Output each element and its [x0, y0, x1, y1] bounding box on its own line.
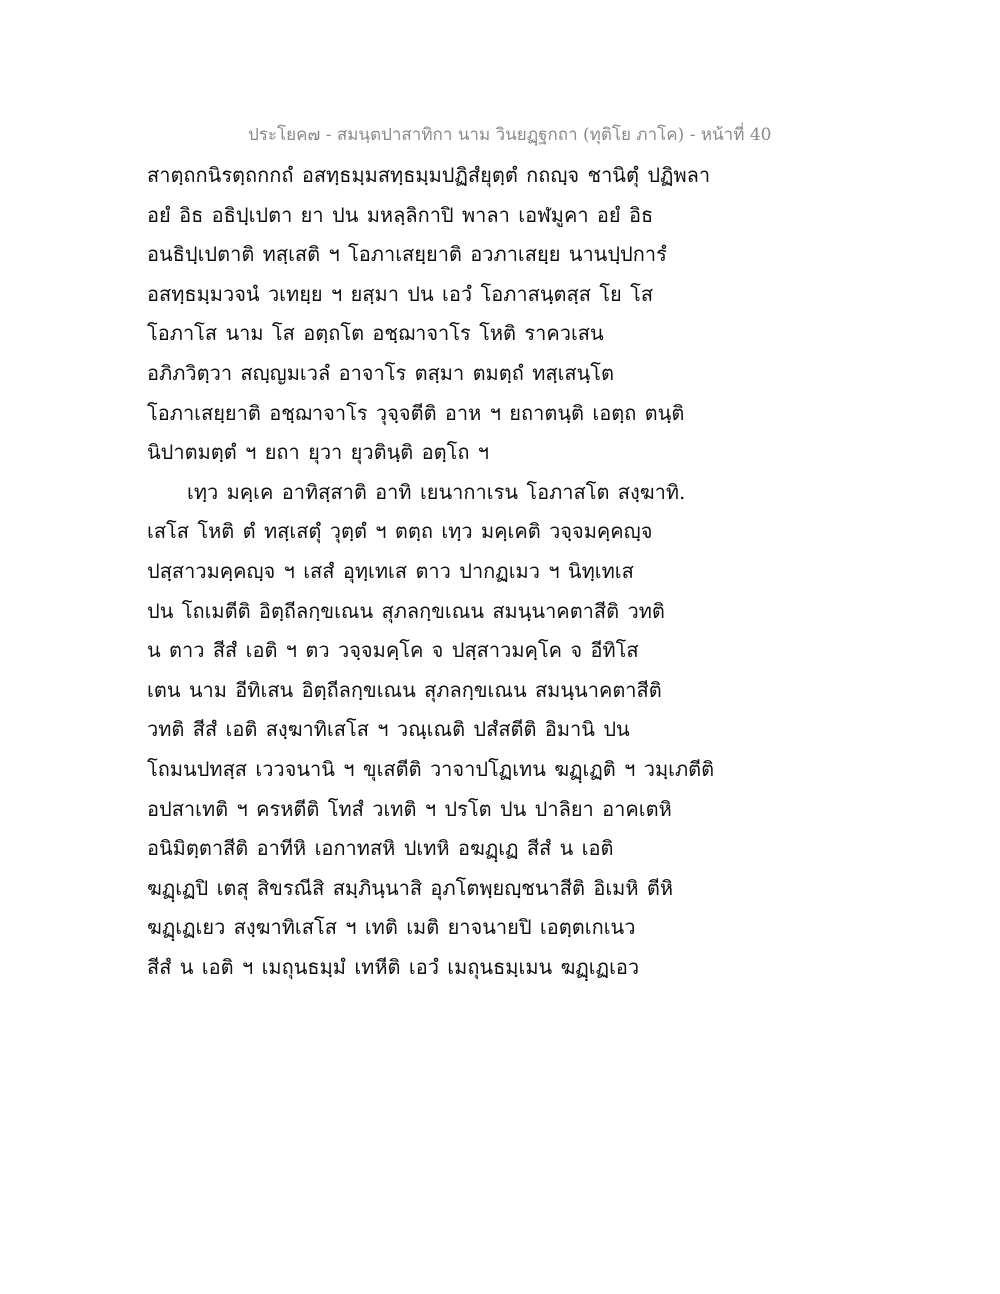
text-line: เตน นาม อีทิเสน อิตฺถีลกฺขเณน สุภลกฺขเณน สมนฺนาคตาสีติ	[147, 677, 662, 702]
text-line: นิปาตมตฺตํ ฯ ยถา ยุวา ยุวตินฺติ อตฺโถ ฯ	[147, 440, 490, 465]
text-line: สาตฺถกนิรตฺถกกถํ อสทฺธมฺมสทฺธมฺมปฏิสํยุตฺตํ กถญฺจ ชานิตุํ ปฏิพลา	[147, 163, 711, 187]
text-line: อสทฺธมฺมวจนํ วเทยฺย ฯ ยสฺมา ปน เอวํ โอภาสนฺตสฺส โย โส	[147, 281, 654, 306]
text-line: ฆฏฺเฏปิ เตสุ สิขรณีสิ สมฺภินฺนาสิ อุภโตพฺยญฺชนาสีติ อิเมหิ ตีหิ	[147, 875, 674, 900]
running-header: ประโยค๗ - สมนฺตปาสาทิกา นาม วินยฏฺฐกถา (ทุติโย ภาโค) - หน้าที่ 40	[248, 125, 772, 145]
text-line: ปน โถเมตีติ อิตฺถีลกฺขเณน สุภลกฺขเณน สมนฺนาคตาสีติ วทติ	[147, 598, 665, 623]
text-line: สีสํ น เอติ ฯ เมถุนธมฺมํ เทหีติ เอวํ เมถุนธมฺเมน ฆฏฺเฏเอว	[147, 954, 640, 979]
paragraph-start-line: เทฺว มคฺเค อาทิสฺสาติ อาทิ เยนากาเรน โอภาสโต สงฺฆาทิ.	[187, 479, 686, 504]
text-line: ปสฺสาวมคฺคญฺจ ฯ เสสํ อุทฺเทเส ตาว ปากฏเมว ฯ นิทฺเทเส	[147, 558, 634, 583]
body-text	[147, 156, 767, 987]
text-line: โถมนปทสฺส เววจนานิ ฯ ขุเสตีติ วาจาปโฏเทน ฆฏฺเฏติ ฯ วมฺเภตีติ	[147, 756, 715, 781]
text-line: อนิมิตฺตาสีติ อาทีหิ เอกาทสหิ ปเทหิ อฆฏฺเฏ สีสํ น เอติ	[147, 836, 614, 861]
text-line: โอภาเสยฺยาติ อชฺฌาจาโร วุจฺจตีติ อาห ฯ ยถาตนฺติ เอตฺถ ตนฺติ	[147, 400, 685, 425]
text-line: อภิภวิตฺวา สญฺญมเวลํ อาจาโร ตสฺมา ตมตฺถํ ทสฺเสนฺโต	[147, 360, 615, 385]
text-line: อปสาเทติ ฯ ครหตีติ โทสํ วเทติ ฯ ปรโต ปน ปาลิยา อาคเตหิ	[147, 796, 672, 821]
text-line: น ตาว สีสํ เอติ ฯ ตว วจฺจมคฺโค จ ปสฺสาวมคฺโค จ อีทิโส	[147, 638, 639, 663]
text-line: ฆฏฺเฏเยว สงฺฆาทิเสโส ฯ เทติ เมติ ยาจนายปิ เอตฺตเกเนว	[147, 915, 636, 940]
text-line: อยํ อิธ อธิปฺเปตา ยา ปน มหลฺลิกาปิ พาลา เอฬมูคา อยํ อิธ	[147, 202, 654, 227]
text-line: โอภาโส นาม โส อตฺถโต อชฺฌาจาโร โหติ ราควเสน	[147, 321, 604, 346]
text-line: อนธิปฺเปตาติ ทสฺเสติ ฯ โอภาเสยฺยาติ อวภาเสยฺย นานปฺปการํ	[147, 242, 667, 267]
text-line: เสโส โหติ ตํ ทสฺเสตุํ วุตฺตํ ฯ ตตฺถ เทฺว มคฺเคติ วจฺจมคฺคญฺจ	[147, 519, 653, 544]
text-line: วทติ สีสํ เอติ สงฺฆาทิเสโส ฯ วณฺเณติ ปสํสตีติ อิมานิ ปน	[147, 717, 630, 742]
